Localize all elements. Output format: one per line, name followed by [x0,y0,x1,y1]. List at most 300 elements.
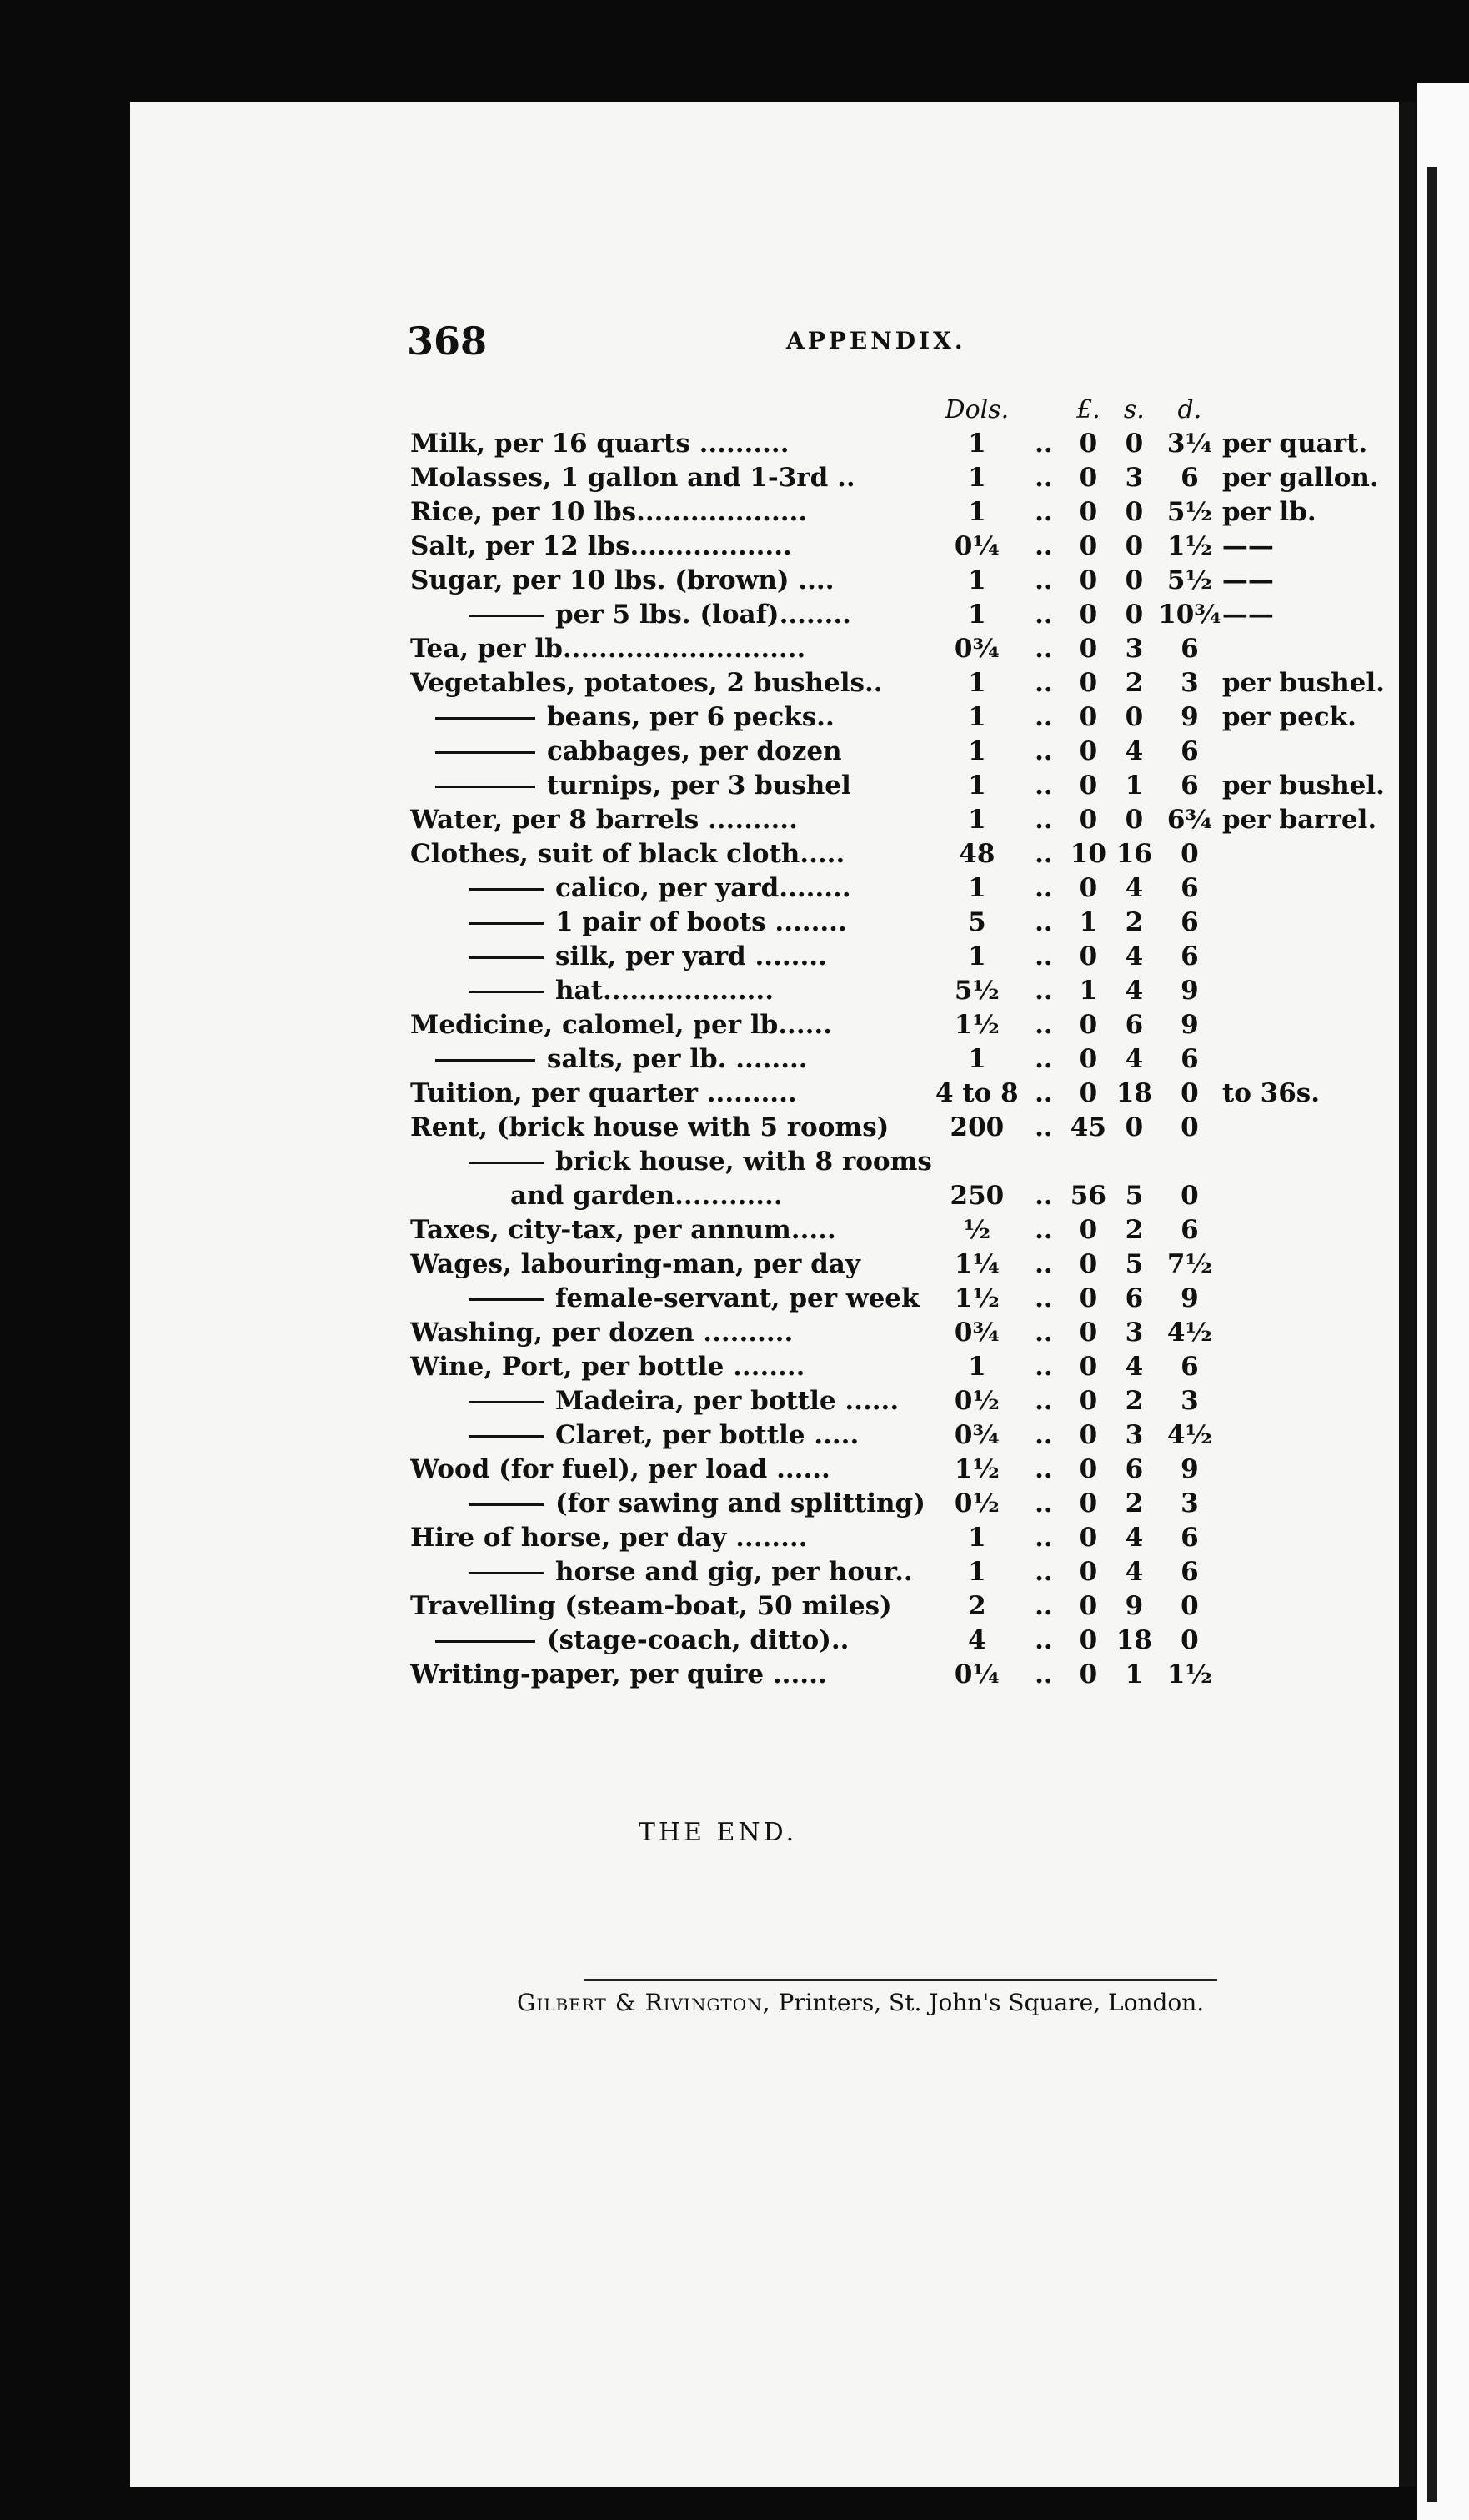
dols-cell: 1 [968,702,986,732]
ditto-dash [469,991,544,993]
item-text: (for sawing and splitting) [555,1488,925,1519]
printer-address: Printers, St. John's Square, London. [778,1989,1205,2016]
item-text: 1 pair of boots ........ [555,907,847,937]
separator-cell: .. [1035,941,1053,971]
table-row [410,1487,1389,1521]
pence-cell: 0 [1181,1181,1199,1211]
shillings-cell: 0 [1125,1112,1144,1142]
note-cell [1222,1213,1389,1247]
pence-cell: 6¾ [1166,805,1212,835]
printer-imprint [517,1989,1204,2016]
dols-cell: 1½ [954,1283,1000,1313]
table-row [410,871,1389,906]
separator-cell: .. [1035,1283,1053,1313]
separator-cell: .. [1035,1591,1053,1621]
item-text: horse and gig, per hour.. [555,1557,913,1587]
note-cell [1222,1589,1389,1624]
separator-cell: .. [1035,1249,1053,1279]
ditto-dash [469,1503,544,1506]
shillings-cell: 0 [1125,565,1144,595]
table-row [410,803,1389,837]
shillings-cell [1111,1145,1157,1179]
item-column-header [410,392,932,427]
table-row [410,1145,1389,1179]
table-row [410,1282,1389,1316]
pence-column-header: d. [1177,394,1202,424]
item-text: Milk, per 16 quarts .......... [410,429,790,459]
table-row [410,1350,1389,1384]
shillings-cell: 3 [1125,634,1144,664]
pence-cell: 6 [1181,873,1199,903]
table-row [410,1418,1389,1453]
shillings-cell: 4 [1125,1523,1144,1553]
table-row [410,495,1389,530]
item-cell [410,666,932,700]
item-cell [410,1179,932,1213]
item-text: hat................... [555,976,775,1006]
table-row [410,1384,1389,1418]
table-row [410,666,1389,700]
printer-name: Gilbert & Rivington, [517,1989,771,2016]
table-row [410,598,1389,632]
separator-cell: .. [1035,463,1053,493]
item-text: cabbages, per dozen [547,736,842,766]
shillings-cell: 4 [1125,1557,1144,1587]
item-cell [410,1282,932,1316]
dols-cell: 1½ [954,1454,1000,1484]
separator-column-header [1022,392,1065,427]
pounds-cell: 0 [1079,600,1098,630]
table-row [410,735,1389,769]
shillings-cell: 6 [1125,1454,1144,1484]
item-cell [410,906,932,940]
item-cell [410,564,932,598]
shillings-cell: 5 [1125,1249,1144,1279]
pence-cell: 6 [1181,1352,1199,1382]
separator-cell: .. [1035,1488,1053,1519]
ditto-dash [435,786,535,788]
price-table [410,392,1389,1692]
ditto-dash [469,1401,544,1403]
note-cell [1222,1384,1389,1418]
pounds-cell: 0 [1079,497,1098,527]
note-cell [1222,1282,1389,1316]
note-cell [1222,1350,1389,1384]
price-rows [410,427,1389,1692]
item-text: female-servant, per week [555,1283,920,1313]
separator-cell: .. [1035,771,1053,801]
shillings-cell: 3 [1125,463,1144,493]
pence-cell: 9 [1181,976,1199,1006]
shillings-cell: 5 [1125,1181,1144,1211]
pence-cell: 3 [1181,1488,1199,1519]
item-cell [410,1247,932,1282]
the-end-line [0,1818,1469,1847]
separator-cell: .. [1035,668,1053,698]
pounds-cell: 0 [1079,1659,1098,1689]
note-cell: —— [1221,565,1274,595]
item-cell [410,1042,932,1077]
pence-cell: 6 [1181,907,1199,937]
the-end-text: THE END. [638,1818,798,1847]
table-row [410,906,1389,940]
ditto-dash [469,922,544,925]
dols-cell: 1 [968,941,986,971]
separator-cell: .. [1035,565,1053,595]
item-text: Tea, per lb........................... [410,634,806,664]
pounds-cell: 0 [1079,1454,1098,1484]
pounds-cell: 0 [1079,1010,1098,1040]
dols-cell: 1 [968,771,986,801]
item-cell [410,461,932,495]
shillings-cell: 0 [1125,497,1144,527]
note-cell [1222,1453,1389,1487]
separator-cell: .. [1035,1078,1053,1108]
pence-cell [1157,1145,1222,1179]
dols-cell: 1 [968,497,986,527]
separator-cell: .. [1035,1523,1053,1553]
pounds-cell: 0 [1079,1591,1098,1621]
running-title: APPENDIX. [786,327,966,354]
separator-cell: .. [1035,1215,1053,1245]
table-row [410,1179,1389,1213]
item-text: per 5 lbs. (loaf)........ [555,600,851,630]
item-text: and garden............ [510,1181,783,1211]
shillings-cell: 6 [1125,1283,1144,1313]
table-row [410,530,1389,564]
item-text: (stage-coach, ditto).. [547,1625,850,1655]
table-row [410,769,1389,803]
item-cell [410,1555,932,1589]
note-cell [1222,871,1389,906]
pounds-cell: 0 [1079,565,1098,595]
item-text: Wood (for fuel), per load ...... [410,1454,830,1484]
dols-cell: 250 [950,1181,1005,1211]
separator-cell: .. [1035,1044,1053,1074]
item-cell [410,974,932,1008]
separator-cell: .. [1035,839,1053,869]
dols-cell: 5½ [954,976,1000,1006]
note-cell: —— [1221,531,1274,561]
dols-cell: 0½ [954,1386,1000,1416]
pounds-cell: 0 [1079,1557,1098,1587]
shillings-column-header: s. [1123,394,1145,424]
pounds-cell: 0 [1079,1283,1098,1313]
pounds-cell: 56 [1070,1181,1106,1211]
pounds-cell: 0 [1079,736,1098,766]
shillings-cell: 4 [1125,873,1144,903]
note-cell: —— [1221,600,1274,630]
pounds-cell: 0 [1079,1318,1098,1348]
note-cell [1222,735,1389,769]
table-row [410,1555,1389,1589]
item-text: Washing, per dozen .......... [410,1318,794,1348]
table-row [410,940,1389,974]
table-row [410,632,1389,666]
pence-cell: 6 [1181,736,1199,766]
item-cell [410,769,932,803]
item-text: Wine, Port, per bottle ........ [410,1352,805,1382]
pounds-cell: 0 [1079,668,1098,698]
note-cell [1222,974,1389,1008]
separator-cell: .. [1035,497,1053,527]
pence-cell: 3 [1181,1386,1199,1416]
ditto-dash [469,1298,544,1301]
ditto-dash [469,1572,544,1574]
ditto-dash [469,888,544,891]
pence-cell: 6 [1181,463,1199,493]
dols-cell: 1 [968,668,986,698]
item-text: Vegetables, potatoes, 2 bushels.. [410,668,883,698]
shillings-cell: 4 [1125,976,1144,1006]
pounds-cell: 0 [1079,941,1098,971]
ditto-dash [469,956,544,959]
note-cell [1222,1111,1389,1145]
pounds-cell: 0 [1079,702,1098,732]
pounds-column-header: £. [1076,394,1100,424]
note-cell [1222,837,1389,871]
item-cell [410,1384,932,1418]
dols-cell: 1 [968,1557,986,1587]
pence-cell: 6 [1181,1044,1199,1074]
separator-cell: .. [1035,429,1053,459]
separator-cell: .. [1035,1352,1053,1382]
shillings-cell: 18 [1116,1625,1152,1655]
table-row [410,837,1389,871]
item-text: Travelling (steam-boat, 50 miles) [410,1591,892,1621]
item-cell [410,1008,932,1042]
item-text: silk, per yard ........ [555,941,827,971]
item-text: Medicine, calomel, per lb...... [410,1010,833,1040]
table-row [410,700,1389,735]
dols-cell: 0¾ [954,634,1000,664]
pounds-cell: 0 [1079,771,1098,801]
shillings-cell: 4 [1125,736,1144,766]
pence-cell: 0 [1181,1078,1199,1108]
note-cell [1222,940,1389,974]
pence-cell: 9 [1181,1454,1199,1484]
dols-column-header: Dols. [945,394,1010,424]
pounds-cell: 10 [1070,839,1106,869]
item-cell [410,1658,932,1692]
ditto-dash [469,615,544,617]
pence-cell: 4½ [1166,1318,1212,1348]
note-cell: per quart. [1221,429,1368,459]
dols-cell: 1 [968,429,986,459]
item-cell [410,598,932,632]
item-cell [410,1145,932,1179]
pounds-cell: 0 [1079,1386,1098,1416]
table-row [410,1111,1389,1145]
shillings-cell: 2 [1125,1386,1144,1416]
item-text: turnips, per 3 bushel [547,771,851,801]
note-cell [1222,1042,1389,1077]
item-text: Clothes, suit of black cloth..... [410,839,845,869]
pence-cell: 6 [1181,1557,1199,1587]
note-cell [1222,1179,1389,1213]
separator-cell: .. [1035,1181,1053,1211]
pence-cell: 5½ [1166,497,1212,527]
item-cell [410,803,932,837]
item-cell [410,1316,932,1350]
separator-cell: .. [1035,1420,1053,1450]
shillings-cell: 6 [1125,1010,1144,1040]
item-text: brick house, with 8 rooms [555,1147,932,1177]
note-cell: per lb. [1221,497,1316,527]
pence-cell: 0 [1181,1112,1199,1142]
note-cell: per bushel. [1221,771,1385,801]
item-cell [410,495,932,530]
pounds-cell: 1 [1079,907,1098,937]
separator-cell: .. [1035,873,1053,903]
note-cell [1222,1658,1389,1692]
table-row [410,1658,1389,1692]
note-cell [1222,1555,1389,1589]
note-cell [1222,1247,1389,1282]
pence-cell: 6 [1181,634,1199,664]
pounds-cell: 1 [1079,976,1098,1006]
table-row [410,427,1389,461]
item-text: Taxes, city-tax, per annum..... [410,1215,836,1245]
item-text: Sugar, per 10 lbs. (brown) .... [410,565,835,595]
pounds-cell: 0 [1079,1249,1098,1279]
shillings-cell: 16 [1116,839,1152,869]
item-text: salts, per lb. ........ [547,1044,808,1074]
shillings-cell: 9 [1125,1591,1144,1621]
separator-cell: .. [1035,736,1053,766]
item-cell [410,427,932,461]
pounds-cell: 0 [1079,1420,1098,1450]
dols-cell: 1 [968,1523,986,1553]
shillings-cell: 18 [1116,1078,1152,1108]
item-text: Hire of horse, per day ........ [410,1523,808,1553]
shillings-cell: 0 [1125,531,1144,561]
item-cell [410,1589,932,1624]
dols-cell: 4 [968,1625,986,1655]
item-cell [410,530,932,564]
dols-cell: 1 [968,463,986,493]
ditto-dash [469,1435,544,1438]
note-cell: per barrel. [1221,805,1377,835]
table-row [410,1521,1389,1555]
note-cell [1222,632,1389,666]
pence-cell: 6 [1181,1523,1199,1553]
table-row [410,1589,1389,1624]
item-text: Water, per 8 barrels .......... [410,805,798,835]
note-cell [1222,1418,1389,1453]
item-cell [410,1418,932,1453]
table-row [410,1247,1389,1282]
shillings-cell: 2 [1125,907,1144,937]
pounds-cell: 0 [1079,429,1098,459]
item-text: Claret, per bottle ..... [555,1420,860,1450]
pounds-cell: 0 [1079,873,1098,903]
note-cell: per bushel. [1221,668,1385,698]
item-cell [410,700,932,735]
shillings-cell: 2 [1125,668,1144,698]
page-number: 368 [407,319,488,364]
separator-cell: .. [1035,600,1053,630]
dols-cell: 1 [968,805,986,835]
dols-cell: 0¾ [954,1420,1000,1450]
table-row [410,1316,1389,1350]
table-row [410,1453,1389,1487]
item-cell [410,1453,932,1487]
note-cell [1222,1624,1389,1658]
pounds-cell: 0 [1079,805,1098,835]
pounds-cell [1065,1145,1111,1179]
pounds-cell: 0 [1079,1078,1098,1108]
item-cell [410,1487,932,1521]
pence-cell: 9 [1181,1283,1199,1313]
pounds-cell: 0 [1079,1215,1098,1245]
note-cell: per peck. [1221,702,1356,732]
shillings-cell: 3 [1125,1420,1144,1450]
pounds-cell: 0 [1079,1523,1098,1553]
pence-cell: 6 [1181,1215,1199,1245]
note-cell [1222,1316,1389,1350]
item-cell [410,837,932,871]
binding-shadow [1427,167,1437,2502]
item-cell [410,735,932,769]
pence-cell: 3 [1181,668,1199,698]
shillings-cell: 2 [1125,1488,1144,1519]
item-text: Molasses, 1 gallon and 1-3rd .. [410,463,855,493]
adjacent-page-strip [1417,83,1469,2520]
note-cell [1222,1145,1389,1179]
dols-cell: 1½ [954,1010,1000,1040]
shillings-cell: 3 [1125,1318,1144,1348]
dols-cell: ½ [963,1215,991,1245]
pence-cell: 1½ [1166,1659,1212,1689]
separator-cell: .. [1035,1557,1053,1587]
note-cell [1222,1521,1389,1555]
shillings-cell: 1 [1125,1659,1144,1689]
dols-cell: 0¼ [954,1659,1000,1689]
shillings-cell: 4 [1125,941,1144,971]
shillings-cell: 2 [1125,1215,1144,1245]
item-cell [410,1624,932,1658]
ditto-dash [435,717,535,720]
table-row [410,564,1389,598]
shillings-cell: 4 [1125,1352,1144,1382]
ditto-dash [435,751,535,754]
pence-cell: 0 [1181,1591,1199,1621]
item-text: Salt, per 12 lbs.................. [410,531,792,561]
item-text: Tuition, per quarter .......... [410,1078,797,1108]
note-column-header [1222,392,1389,427]
pence-cell: 9 [1181,702,1199,732]
item-text: Rice, per 10 lbs................... [410,497,808,527]
separator-cell [1022,1145,1065,1179]
item-text: calico, per yard........ [555,873,851,903]
table-row [410,1008,1389,1042]
dols-cell: 0¼ [954,531,1000,561]
pounds-cell: 0 [1079,1625,1098,1655]
shillings-cell: 0 [1125,805,1144,835]
item-cell [410,940,932,974]
note-cell: to 36s. [1221,1078,1321,1108]
dols-cell: 1 [968,1352,986,1382]
item-cell [410,1111,932,1145]
separator-cell: .. [1035,1010,1053,1040]
pence-cell: 4½ [1166,1420,1212,1450]
dols-cell: 0¾ [954,1318,1000,1348]
ditto-dash [469,1162,544,1164]
dols-cell: 1 [968,873,986,903]
dols-cell: 0½ [954,1488,1000,1519]
table-row [410,461,1389,495]
